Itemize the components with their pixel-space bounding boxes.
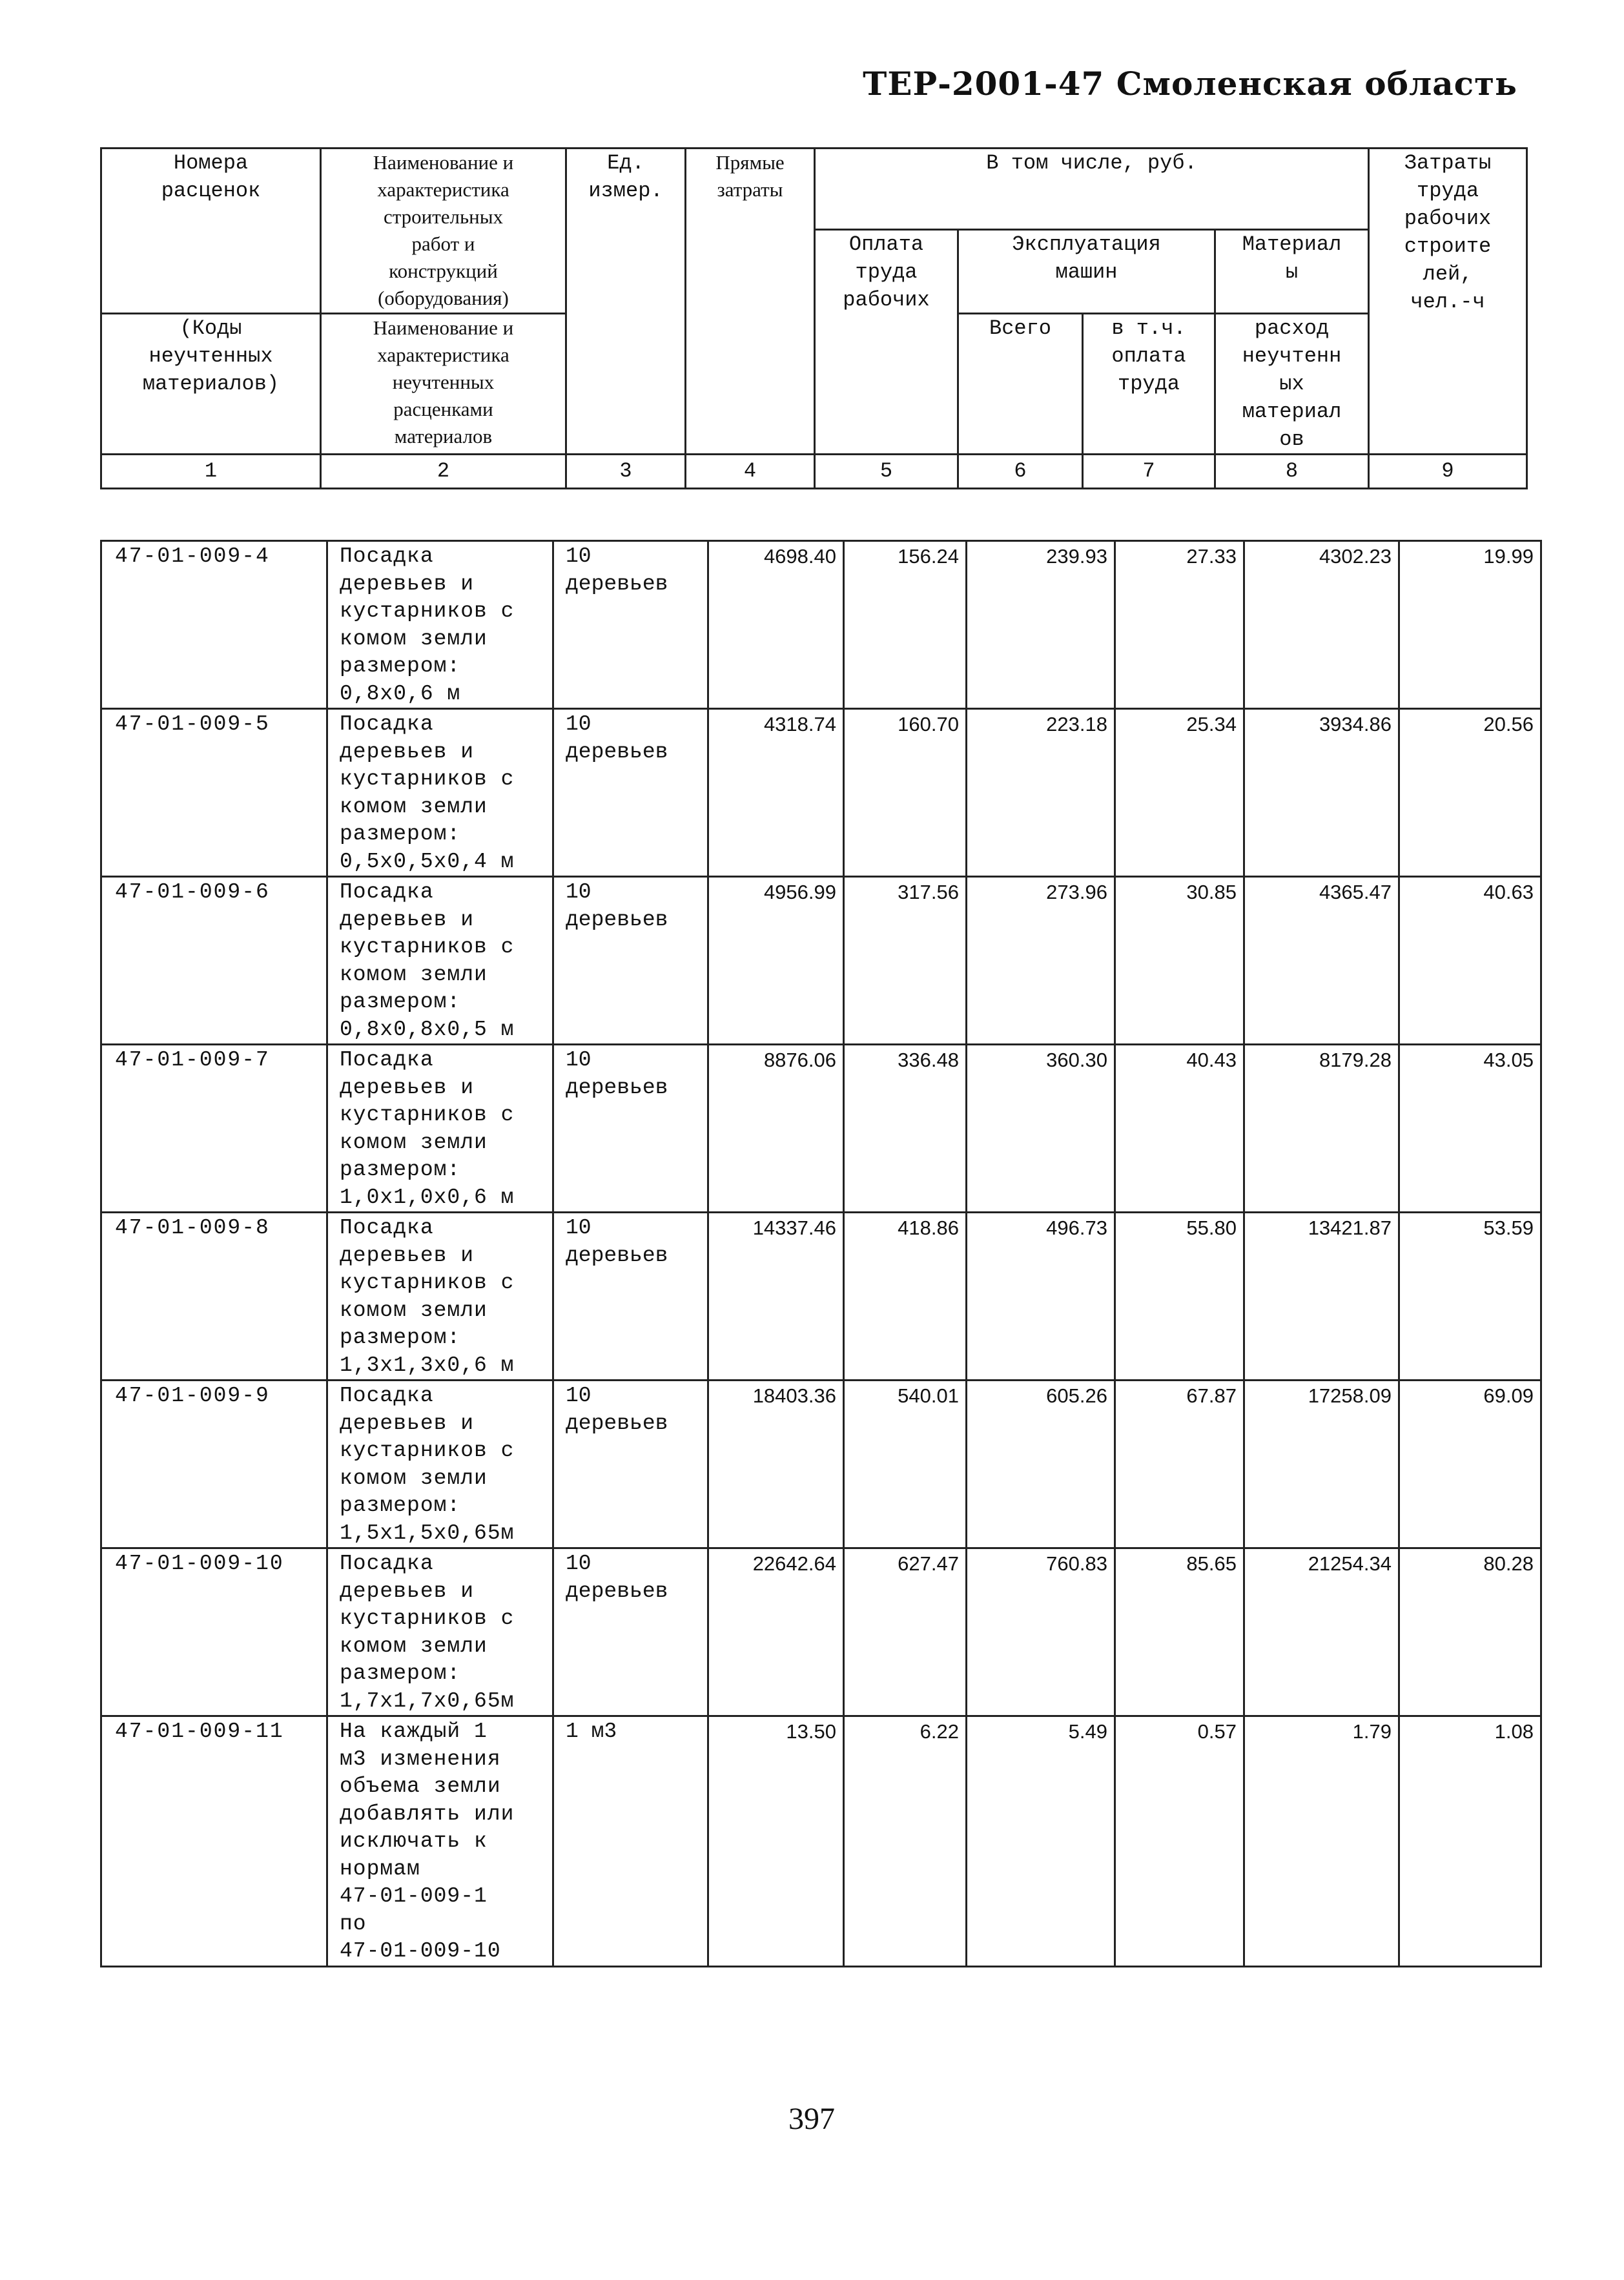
direct-cost-cell: 4956.99: [708, 877, 844, 1045]
table-row: [101, 1548, 1541, 1716]
direct-cost-cell: 14337.46: [708, 1213, 844, 1381]
machines-total-cell: 223.18: [967, 709, 1115, 877]
labor-cost-cell: 317.56: [844, 877, 967, 1045]
work-name-cell: Посадка деревьев и кустарников с комом земли размером: 0,5х0,5х0,4 м: [327, 709, 553, 877]
column-numbers-row: 1 2 3 4 5 6 7 8 9: [101, 455, 1527, 489]
rate-code-cell: 47-01-009-11: [101, 1716, 327, 1967]
direct-cost-cell: 4318.74: [708, 709, 844, 877]
direct-cost-cell: 4698.40: [708, 541, 844, 709]
machines-total-cell: 239.93: [967, 541, 1115, 709]
machines-labor-cell: 25.34: [1115, 709, 1244, 877]
col-machines-total-header: Всего: [958, 314, 1083, 455]
labor-hours-cell: 43.05: [1399, 1045, 1541, 1213]
col-codes-header: Номера расценок: [101, 149, 321, 314]
labor-cost-cell: 6.22: [844, 1716, 967, 1967]
work-name-cell: Посадка деревьев и кустарников с комом земли размером: 1,7х1,7х0,65м: [327, 1548, 553, 1716]
col-codes-subheader: (Коды неучтенных материалов): [101, 314, 321, 455]
rate-code-cell: 47-01-009-9: [101, 1381, 327, 1548]
col-name-subheader: Наименование и характеристика неучтенных расценками материалов: [321, 314, 566, 455]
table-row: [101, 1381, 1541, 1548]
unit-cell: 10 деревьев: [553, 877, 708, 1045]
col-materials-header: Материал ы: [1215, 230, 1369, 314]
machines-total-cell: 5.49: [967, 1716, 1115, 1967]
col-unit-header: Ед. измер.: [566, 149, 686, 455]
work-name-cell: Посадка деревьев и кустарников с комом земли размером: 1,0х1,0х0,6 м: [327, 1045, 553, 1213]
col-direct-header: Прямые затраты: [686, 149, 815, 455]
document-title: ТЕР-2001-47 Смоленская область: [863, 65, 1517, 103]
rate-code-cell: 47-01-009-8: [101, 1213, 327, 1381]
labor-cost-cell: 160.70: [844, 709, 967, 877]
labor-cost-cell: 627.47: [844, 1548, 967, 1716]
page-number: 397: [788, 2102, 835, 2136]
table-row: [101, 709, 1541, 877]
labor-cost-cell: 418.86: [844, 1213, 967, 1381]
work-name-cell: На каждый 1 м3 изменения объема земли добавлять или исключать к нормам 47-01-009-1 по 47-01-009-10: [327, 1716, 553, 1967]
unit-cell: 10 деревьев: [553, 709, 708, 877]
rate-code-cell: 47-01-009-10: [101, 1548, 327, 1716]
table-row: [101, 1716, 1541, 1967]
direct-cost-cell: 18403.36: [708, 1381, 844, 1548]
machines-labor-cell: 40.43: [1115, 1045, 1244, 1213]
table-row: [101, 1213, 1541, 1381]
col-machines-header: Эксплуатация машин: [958, 230, 1215, 314]
table-row: [101, 877, 1541, 1045]
col-hours-header: Затраты труда рабочих строите лей, чел.-ч: [1369, 149, 1527, 455]
machines-total-cell: 605.26: [967, 1381, 1115, 1548]
labor-hours-cell: 20.56: [1399, 709, 1541, 877]
materials-cell: 13421.87: [1244, 1213, 1399, 1381]
materials-cell: 4302.23: [1244, 541, 1399, 709]
labor-hours-cell: 19.99: [1399, 541, 1541, 709]
unit-cell: 10 деревьев: [553, 541, 708, 709]
labor-hours-cell: 53.59: [1399, 1213, 1541, 1381]
rate-code-cell: 47-01-009-6: [101, 877, 327, 1045]
labor-hours-cell: 1.08: [1399, 1716, 1541, 1967]
machines-labor-cell: 67.87: [1115, 1381, 1244, 1548]
machines-total-cell: 360.30: [967, 1045, 1115, 1213]
unit-cell: 10 деревьев: [553, 1045, 708, 1213]
machines-labor-cell: 30.85: [1115, 877, 1244, 1045]
unit-cell: 10 деревьев: [553, 1213, 708, 1381]
unit-cell: 10 деревьев: [553, 1381, 708, 1548]
machines-total-cell: 273.96: [967, 877, 1115, 1045]
rate-code-cell: 47-01-009-5: [101, 709, 327, 877]
materials-cell: 1.79: [1244, 1716, 1399, 1967]
materials-cell: 3934.86: [1244, 709, 1399, 877]
labor-hours-cell: 80.28: [1399, 1548, 1541, 1716]
col-machines-labor-header: в т.ч. оплата труда: [1083, 314, 1215, 455]
rates-table: [100, 540, 1542, 1967]
table-row: [101, 541, 1541, 709]
labor-cost-cell: 540.01: [844, 1381, 967, 1548]
col-name-header: Наименование и характеристика строительных работ и конструкций (оборудования): [321, 149, 566, 314]
direct-cost-cell: 8876.06: [708, 1045, 844, 1213]
labor-cost-cell: 336.48: [844, 1045, 967, 1213]
column-header-table: [100, 147, 1528, 489]
rate-code-cell: 47-01-009-7: [101, 1045, 327, 1213]
machines-total-cell: 760.83: [967, 1548, 1115, 1716]
col-materials-subheader: расход неучтенн ых материал ов: [1215, 314, 1369, 455]
materials-cell: 21254.34: [1244, 1548, 1399, 1716]
table-row: [101, 1045, 1541, 1213]
machines-labor-cell: 55.80: [1115, 1213, 1244, 1381]
materials-cell: 17258.09: [1244, 1381, 1399, 1548]
direct-cost-cell: 22642.64: [708, 1548, 844, 1716]
unit-cell: 10 деревьев: [553, 1548, 708, 1716]
materials-cell: 8179.28: [1244, 1045, 1399, 1213]
machines-total-cell: 496.73: [967, 1213, 1115, 1381]
machines-labor-cell: 85.65: [1115, 1548, 1244, 1716]
col-labor-header: Оплата труда рабочих: [815, 230, 958, 455]
machines-labor-cell: 0.57: [1115, 1716, 1244, 1967]
unit-cell: 1 м3: [553, 1716, 708, 1967]
col-incl-header: В том числе, руб.: [815, 149, 1369, 230]
rate-code-cell: 47-01-009-4: [101, 541, 327, 709]
labor-hours-cell: 40.63: [1399, 877, 1541, 1045]
work-name-cell: Посадка деревьев и кустарников с комом земли размером: 0,8х0,6 м: [327, 541, 553, 709]
machines-labor-cell: 27.33: [1115, 541, 1244, 709]
materials-cell: 4365.47: [1244, 877, 1399, 1045]
work-name-cell: Посадка деревьев и кустарников с комом земли размером: 1,3х1,3х0,6 м: [327, 1213, 553, 1381]
direct-cost-cell: 13.50: [708, 1716, 844, 1967]
work-name-cell: Посадка деревьев и кустарников с комом земли размером: 0,8х0,8х0,5 м: [327, 877, 553, 1045]
work-name-cell: Посадка деревьев и кустарников с комом земли размером: 1,5х1,5х0,65м: [327, 1381, 553, 1548]
labor-hours-cell: 69.09: [1399, 1381, 1541, 1548]
labor-cost-cell: 156.24: [844, 541, 967, 709]
